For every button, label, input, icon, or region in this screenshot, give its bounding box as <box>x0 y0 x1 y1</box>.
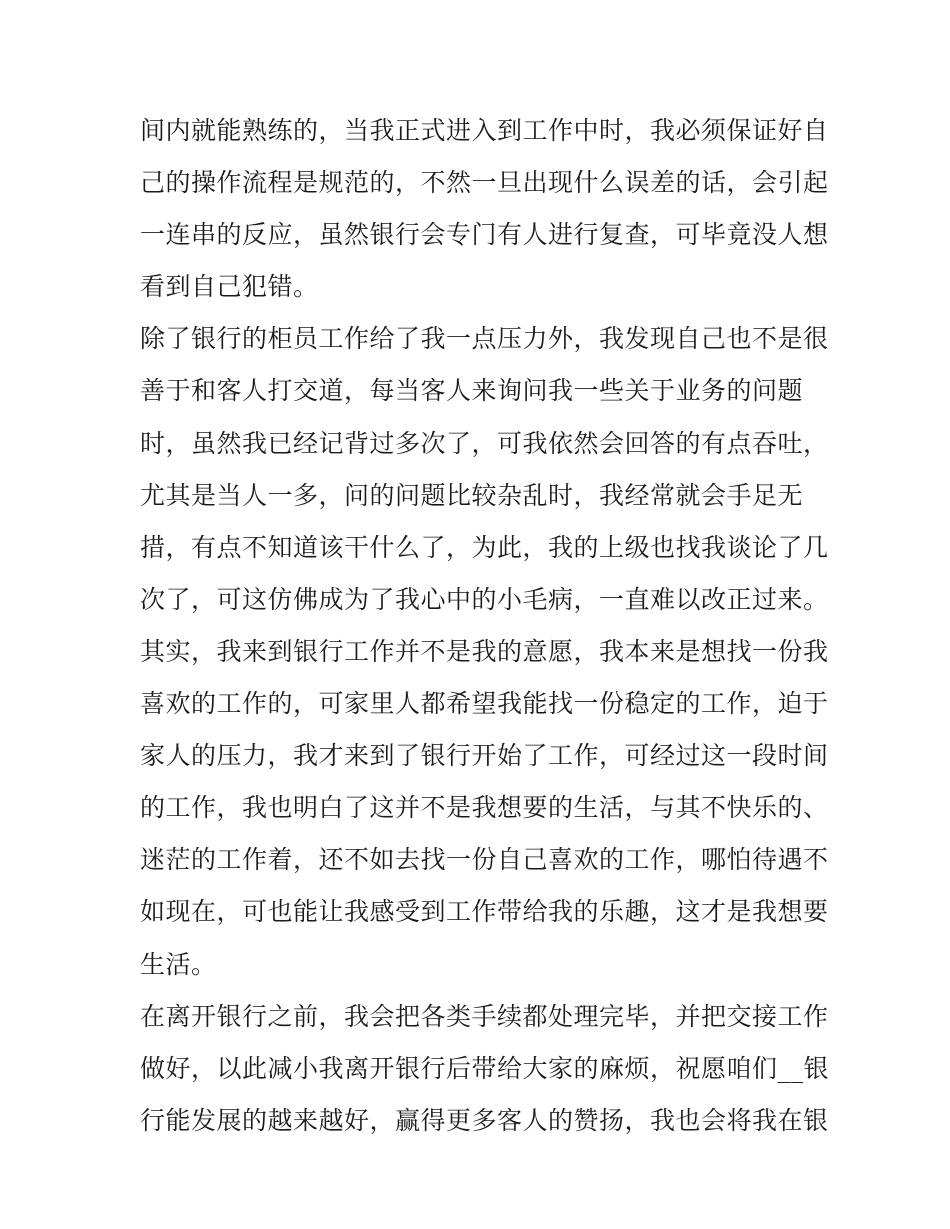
text-line: 看到自己犯错。 <box>140 272 319 302</box>
text-line: 的工作，我也明白了这并不是我想要的生活，与其不快乐的、 <box>140 793 829 823</box>
text-line: 措，有点不知道该干什么了，为此，我的上级也找我谈论了几 <box>140 532 829 562</box>
text-line: 间内就能熟练的，当我正式进入到工作中时，我必须保证好自 <box>140 116 829 145</box>
text-line: 次了，可这仿佛成为了我心中的小毛病，一直难以改正过来。 <box>140 584 829 614</box>
text-line: 己的操作流程是规范的，不然一旦出现什么误差的话，会引起 <box>140 168 829 198</box>
text-line: 迷茫的工作着，还不如去找一份自己喜欢的工作，哪怕待遇不 <box>140 845 829 875</box>
text-line: 其实，我来到银行工作并不是我的意愿，我本来是想找一份我 <box>140 636 829 666</box>
text-line: 除了银行的柜员工作给了我一点压力外，我发现自己也不是很 <box>140 324 829 354</box>
text-line: 善于和客人打交道，每当客人来询问我一些关于业务的问题 <box>140 376 804 406</box>
text-line: 生活。 <box>140 949 217 979</box>
text-line: 时，虽然我已经记背过多次了，可我依然会回答的有点吞吐， <box>140 428 829 458</box>
text-line: 家人的压力，我才来到了银行开始了工作，可经过这一段时间 <box>140 741 829 771</box>
text-line: 尤其是当人一多，问的问题比较杂乱时，我经常就会手足无 <box>140 480 804 510</box>
text-line: 做好，以此减小我离开银行后带给大家的麻烦，祝愿咱们__银 <box>140 1053 830 1083</box>
body-text <box>140 108 830 1150</box>
text-line: 行能发展的越来越好，赢得更多客人的赞扬，我也会将我在银 <box>140 1105 829 1135</box>
text-line: 喜欢的工作的，可家里人都希望我能找一份稳定的工作，迫于 <box>140 689 829 719</box>
text-line: 在离开银行之前，我会把各类手续都处理完毕，并把交接工作 <box>140 1001 829 1031</box>
text-line: 一连串的反应，虽然银行会专门有人进行复查，可毕竟没人想 <box>140 220 829 250</box>
text-line: 如现在，可也能让我感受到工作带给我的乐趣，这才是我想要 <box>140 897 829 927</box>
